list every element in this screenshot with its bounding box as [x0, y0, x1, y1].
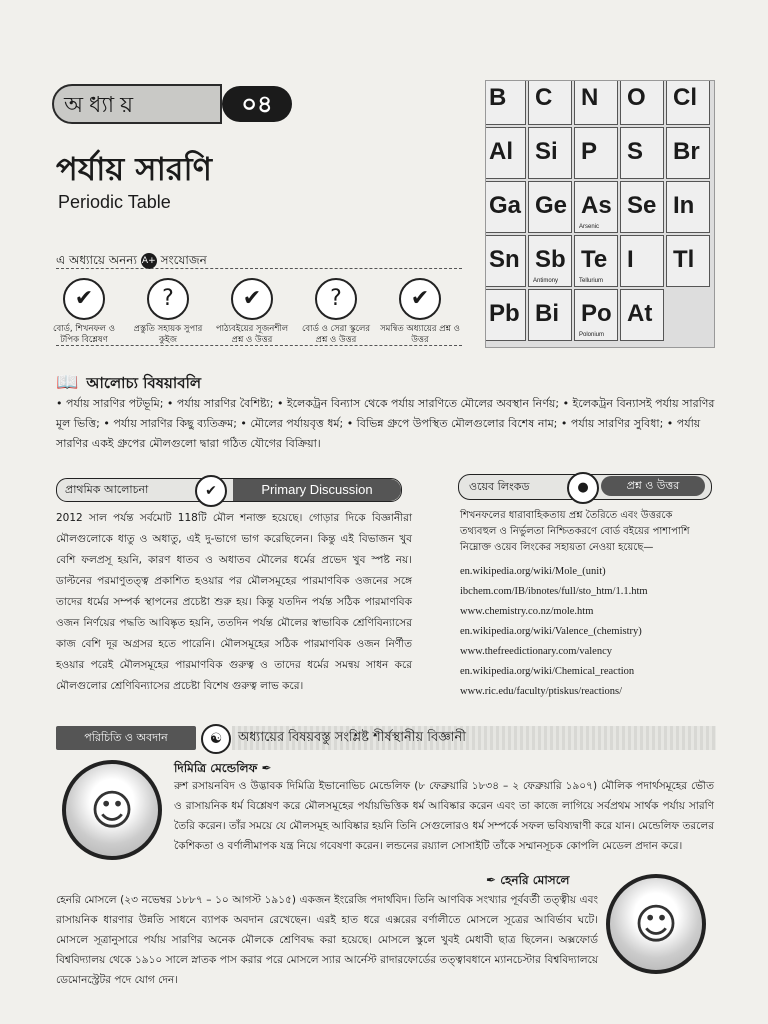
- chapter-number: ০৪: [222, 86, 292, 122]
- star-check-icon: ✔: [399, 278, 441, 320]
- periodic-table-image: [485, 80, 715, 348]
- element-cell: [485, 235, 526, 287]
- web-link: en.wikipedia.org/wiki/Mole_(unit): [460, 566, 606, 577]
- book-check-icon: ✔: [231, 278, 273, 320]
- topics-body: • পর্যায় সারণির পটভূমি; • পর্যায় সারণির বৈশিষ্ট্য; • ইলেকট্রন বিন্যাস থেকে পর্যায় সারণিতে মৌলের অবস্থান নির্ণয়; • ইলেকট্রন বিন্যাসই পর্যায় সারণির মূল ভিত্তি; • পর্যায় সারণির কিছু ব্যতিক্রম; • মৌলের পর্যায়বৃত্ত ধর্ম; • বিভিন্ন গ্রুপে উপস্থিত মৌলগুলোর বিশেষ নাম; • পর্যায় সারণির সুবিধা; • পর্যায় সারণির একই গ্রুপের মৌলগুলো দ্বারা গঠিত যৌগের বিক্রিয়া।: [56, 397, 715, 450]
- element-name: Arsenic: [579, 224, 600, 230]
- element-name: Antimony: [533, 278, 559, 284]
- element-symbol: Si: [535, 138, 558, 165]
- element-symbol: S: [627, 138, 644, 165]
- web-link: www.chemistry.co.nz/mole.htm: [460, 606, 594, 617]
- feature-item: [44, 278, 124, 346]
- chapter-badge: [52, 84, 273, 126]
- element-cell: [574, 80, 618, 125]
- element-symbol: Pb: [489, 300, 520, 327]
- element-name: Polonium: [579, 332, 605, 338]
- element-symbol: As: [581, 192, 612, 219]
- feature-item: [212, 278, 292, 346]
- divider: [56, 345, 462, 346]
- pen-icon: ✒: [486, 873, 497, 887]
- moseley-portrait: [606, 874, 706, 974]
- element-cell: [485, 289, 526, 341]
- discussion-label-bn: প্রাথমিক আলোচনা: [65, 483, 149, 496]
- mendeleev-portrait: [62, 760, 162, 860]
- feature-label: বোর্ড ও সেরা স্কুলের প্রশ্ন ও উত্তর: [301, 324, 370, 345]
- element-symbol: N: [581, 84, 599, 111]
- moseley-text: হেনরি মোসলে (২৩ নভেম্বর ১৮৮৭ – ১০ আগস্ট ১৯১৫) একজন ইংরেজি পদার্থবিদ। তিনি আণবিক সংখ্যার পূর্ববর্তী তত্ত্বীয় এবং রাসায়নিক ধারণার উন্নতি সাধনে ব্যাপক অবদান রেখেছেন। এরই হাত ধরে এক্সরের বর্ণালীতে মোসলে সূত্রের আবির্ভাব ঘটে। মোসলে সূত্রানুসারে পর্যায় সারণির অনেক মৌলকে শ্রেণিবদ্ধ করা হয়েছে। মোসলে স্কুলে খুবই মেধাবী ছাত্র ছিলেন। অক্সফোর্ড বিশ্ববিদ্যালয় থেকে ১৯১০ সালে স্নাতক পাস করার পরে মোসলে স্যার আর্নেস্ট রাদারফোর্ডের তত্ত্বাবধানে ম্যানচেস্টার বিশ্ববিদ্যালয়ে ডেমোনস্ট্রেটর পদে যোগ দেন।: [56, 894, 598, 986]
- web-intro: শিখনফলের ধারাবাহিকতায় প্রশ্ন তৈরিতে এবং উত্তরকে তথ্যবহুল ও নির্ভুলতা নিশ্চিতকরণে বোর্ড বইয়ের পাশাপাশি নিম্নোক্ত ওয়েব লিংকের সহায়তা নেওয়া হয়েছে—: [460, 510, 690, 553]
- element-cell: [528, 181, 572, 233]
- element-cell: [485, 181, 526, 233]
- person-icon: ●: [567, 472, 599, 504]
- portrait-figure-icon: ☺: [634, 899, 678, 949]
- mendeleev-name-label: দিমিত্রি মেন্ডেলিফ: [174, 761, 258, 775]
- scientists-label: পরিচিতি ও অবদান: [56, 726, 196, 750]
- question-icon: ?: [147, 278, 189, 320]
- magnifier-check-icon: ✔: [63, 278, 105, 320]
- element-symbol: Se: [627, 192, 657, 219]
- element-symbol: C: [535, 84, 553, 111]
- web-tag: প্রশ্ন ও উত্তর: [601, 476, 705, 496]
- element-symbol: Al: [489, 138, 513, 165]
- topics-header-label: আলোচ্য বিষয়াবলি: [86, 374, 202, 392]
- portrait-figure-icon: ☺: [90, 785, 134, 835]
- feature-label: পাঠ্যবইয়ের সূজনশীল প্রশ্ন ও উত্তর: [215, 324, 289, 345]
- element-symbol: Sn: [489, 246, 520, 273]
- element-cell: [485, 127, 526, 179]
- element-cell: [574, 127, 618, 179]
- discussion-body: 2012 সাল পর্যন্ত সর্বমোট 118টি মৌল শনাক্ত হয়েছে। গোড়ার দিকে বিজ্ঞানীরা মৌলগুলোকে ধাতু ও অধাতু, এই দু-ভাগে ভাগ করেছিলেন। কিন্তু এই বিভাজন খুব বেশি ফলপ্রসূ হয়নি, কারণ ধাতব ও অধাতব মৌলের ধর্মের প্রভেদ খুব স্পষ্ট নয়। ডাল্টনের পরমাণুতত্ত্ব প্রকাশিত হওয়ার পর মৌলসমূহের পারমাণবিক ওজনের সঙ্গে তাদের ধর্মের সম্পর্ক স্থাপনের প্রচেষ্টা শুরু হয়। কিন্তু যতদিন পর্যন্ত সঠিক পারমাণবিক ওজন নির্ণয়ের পদ্ধতি আবিষ্কৃত হয়নি, ততদিন পর্যন্ত মৌলের স্বাভাবিক শ্রেণিবিন্যাসের কাজ বেশি দূর অগ্রসর হতে পারেনি। মৌলসমূহের সঠিক পারমাণবিক ওজন নির্ণীত হওয়ার পরেই মৌলসমূহের পারমাণবিক গুরুত্ব ও তাদের ধর্মের সমন্বয় সাধন করে মৌলগুলোর শ্রেণিবিন্যাসের প্রচেষ্টা বিশেষ গুরুত্ব লাভ করে।: [56, 512, 412, 692]
- moseley-name: [486, 872, 570, 892]
- element-symbol: Bi: [535, 300, 559, 327]
- element-symbol: P: [581, 138, 598, 165]
- element-symbol: Po: [581, 300, 612, 327]
- element-symbol: Sb: [535, 246, 566, 273]
- element-symbol: Tl: [673, 246, 695, 273]
- element-cell: [574, 289, 618, 341]
- web-link-list: [460, 562, 710, 702]
- element-cell: [528, 235, 572, 287]
- feature-label: প্রস্তুতি সহায়ক সুপার কুইজ: [133, 324, 203, 345]
- scientists-banner: [56, 724, 716, 752]
- web-link: ibchem.com/IB/ibnotes/full/sto_htm/1.1.htm: [460, 586, 648, 597]
- moseley-name-label: হেনরি মোসলে: [500, 873, 570, 887]
- element-symbol: Cl: [673, 84, 697, 111]
- discussion-label-en: Primary Discussion: [233, 479, 401, 501]
- chapter-word: অধ্যায়: [52, 84, 222, 124]
- book-icon: 📖: [56, 372, 79, 393]
- element-cell: [620, 181, 664, 233]
- element-cell: [620, 80, 664, 125]
- special-title-post: সংযোজন: [160, 253, 207, 267]
- element-symbol: At: [627, 300, 653, 327]
- element-cell: [528, 127, 572, 179]
- element-cell: [528, 80, 572, 125]
- element-cell: [485, 80, 526, 125]
- web-link: en.wikipedia.org/wiki/Valence_(chemistry): [460, 626, 642, 637]
- checkmark-icon: ✔: [195, 475, 227, 507]
- feature-label: সমন্বিত অধ্যায়ের প্রশ্ন ও উত্তর: [380, 324, 460, 345]
- chapter-title: পর্যায় সারণি: [56, 150, 212, 188]
- scientists-heading: অধ্যায়ের বিষয়বস্তু সংশ্লিষ্ট শীর্ষস্থানীয় বিজ্ঞানী: [232, 726, 716, 750]
- chapter-subtitle: Periodic Table: [58, 192, 171, 212]
- element-cell: [574, 181, 618, 233]
- web-banner: [458, 474, 712, 500]
- element-name: Tellurium: [579, 278, 604, 284]
- scientist-icon: ☯: [201, 724, 231, 754]
- element-cell: [666, 235, 710, 287]
- a-plus-icon: A+: [141, 253, 157, 269]
- discussion-banner: [56, 478, 402, 502]
- feature-item: [296, 278, 376, 346]
- element-symbol: Ge: [535, 192, 568, 219]
- web-link: www.ric.edu/faculty/ptiskus/reactions/: [460, 686, 623, 697]
- web-label: ওয়েব লিংকড: [469, 480, 530, 493]
- feature-item: [128, 278, 208, 346]
- element-symbol: In: [673, 192, 695, 219]
- element-cell: [620, 235, 664, 287]
- element-cell: [528, 289, 572, 341]
- element-cell: [666, 127, 710, 179]
- element-symbol: B: [489, 84, 507, 111]
- element-cell: [574, 235, 618, 287]
- element-cell: [620, 127, 664, 179]
- element-symbol: Ga: [489, 192, 522, 219]
- feature-label: বোর্ড, শিখনফল ও টপিক বিশ্লেষণ: [53, 324, 115, 345]
- pen-icon: ✒: [261, 761, 272, 775]
- mendeleev-text: রুশ রসায়নবিদ ও উদ্ভাবক দিমিত্রি ইভানোভিচ মেন্ডেলিফ (৮ ফেব্রুয়ারি ১৮৩৪ – ২ ফেব্রুয়ারি ১৯০৭) মৌলিক পদার্থসমূহের ভৌত ও রাসায়নিক ধর্ম বিশ্লেষণ করে মৌলসমূহের পর্যায়ভিত্তিক ধর্ম আবিষ্কার করেন এবং তা কাজে লাগিয়ে সর্বপ্রথম সার্থক পর্যায় সারণি তৈরি করেন। তাঁর সময়ে যে মৌলসমূহ আবিষ্কার হয়নি তিনি সেগুলোরও ধর্ম সম্পর্কে সফল ভবিষ্যদ্বাণী করে যান। মেন্ডেলিফ তরলের কৈশিকতা ও বর্ণালীমাপক যন্ত্র নিয়ে গবেষণা করেন। লন্ডনের রয়্যাল সোসাইটি তাঁকে সম্মানসূচক কোপলি মেডেল প্রদান করে।: [174, 780, 714, 852]
- element-symbol: O: [627, 84, 646, 111]
- element-symbol: I: [627, 246, 634, 273]
- divider: [56, 268, 462, 270]
- web-link: www.thefreedictionary.com/valency: [460, 646, 612, 657]
- web-link: en.wikipedia.org/wiki/Chemical_reaction: [460, 666, 635, 677]
- element-cell: [666, 80, 710, 125]
- element-cell: [620, 289, 664, 341]
- element-symbol: Te: [581, 246, 608, 273]
- element-cell: [666, 181, 710, 233]
- element-symbol: Br: [673, 138, 700, 165]
- feature-item: [380, 278, 460, 346]
- special-title-pre: এ অধ্যায়ে অনন্য: [56, 253, 137, 267]
- question-badge-icon: ?: [315, 278, 357, 320]
